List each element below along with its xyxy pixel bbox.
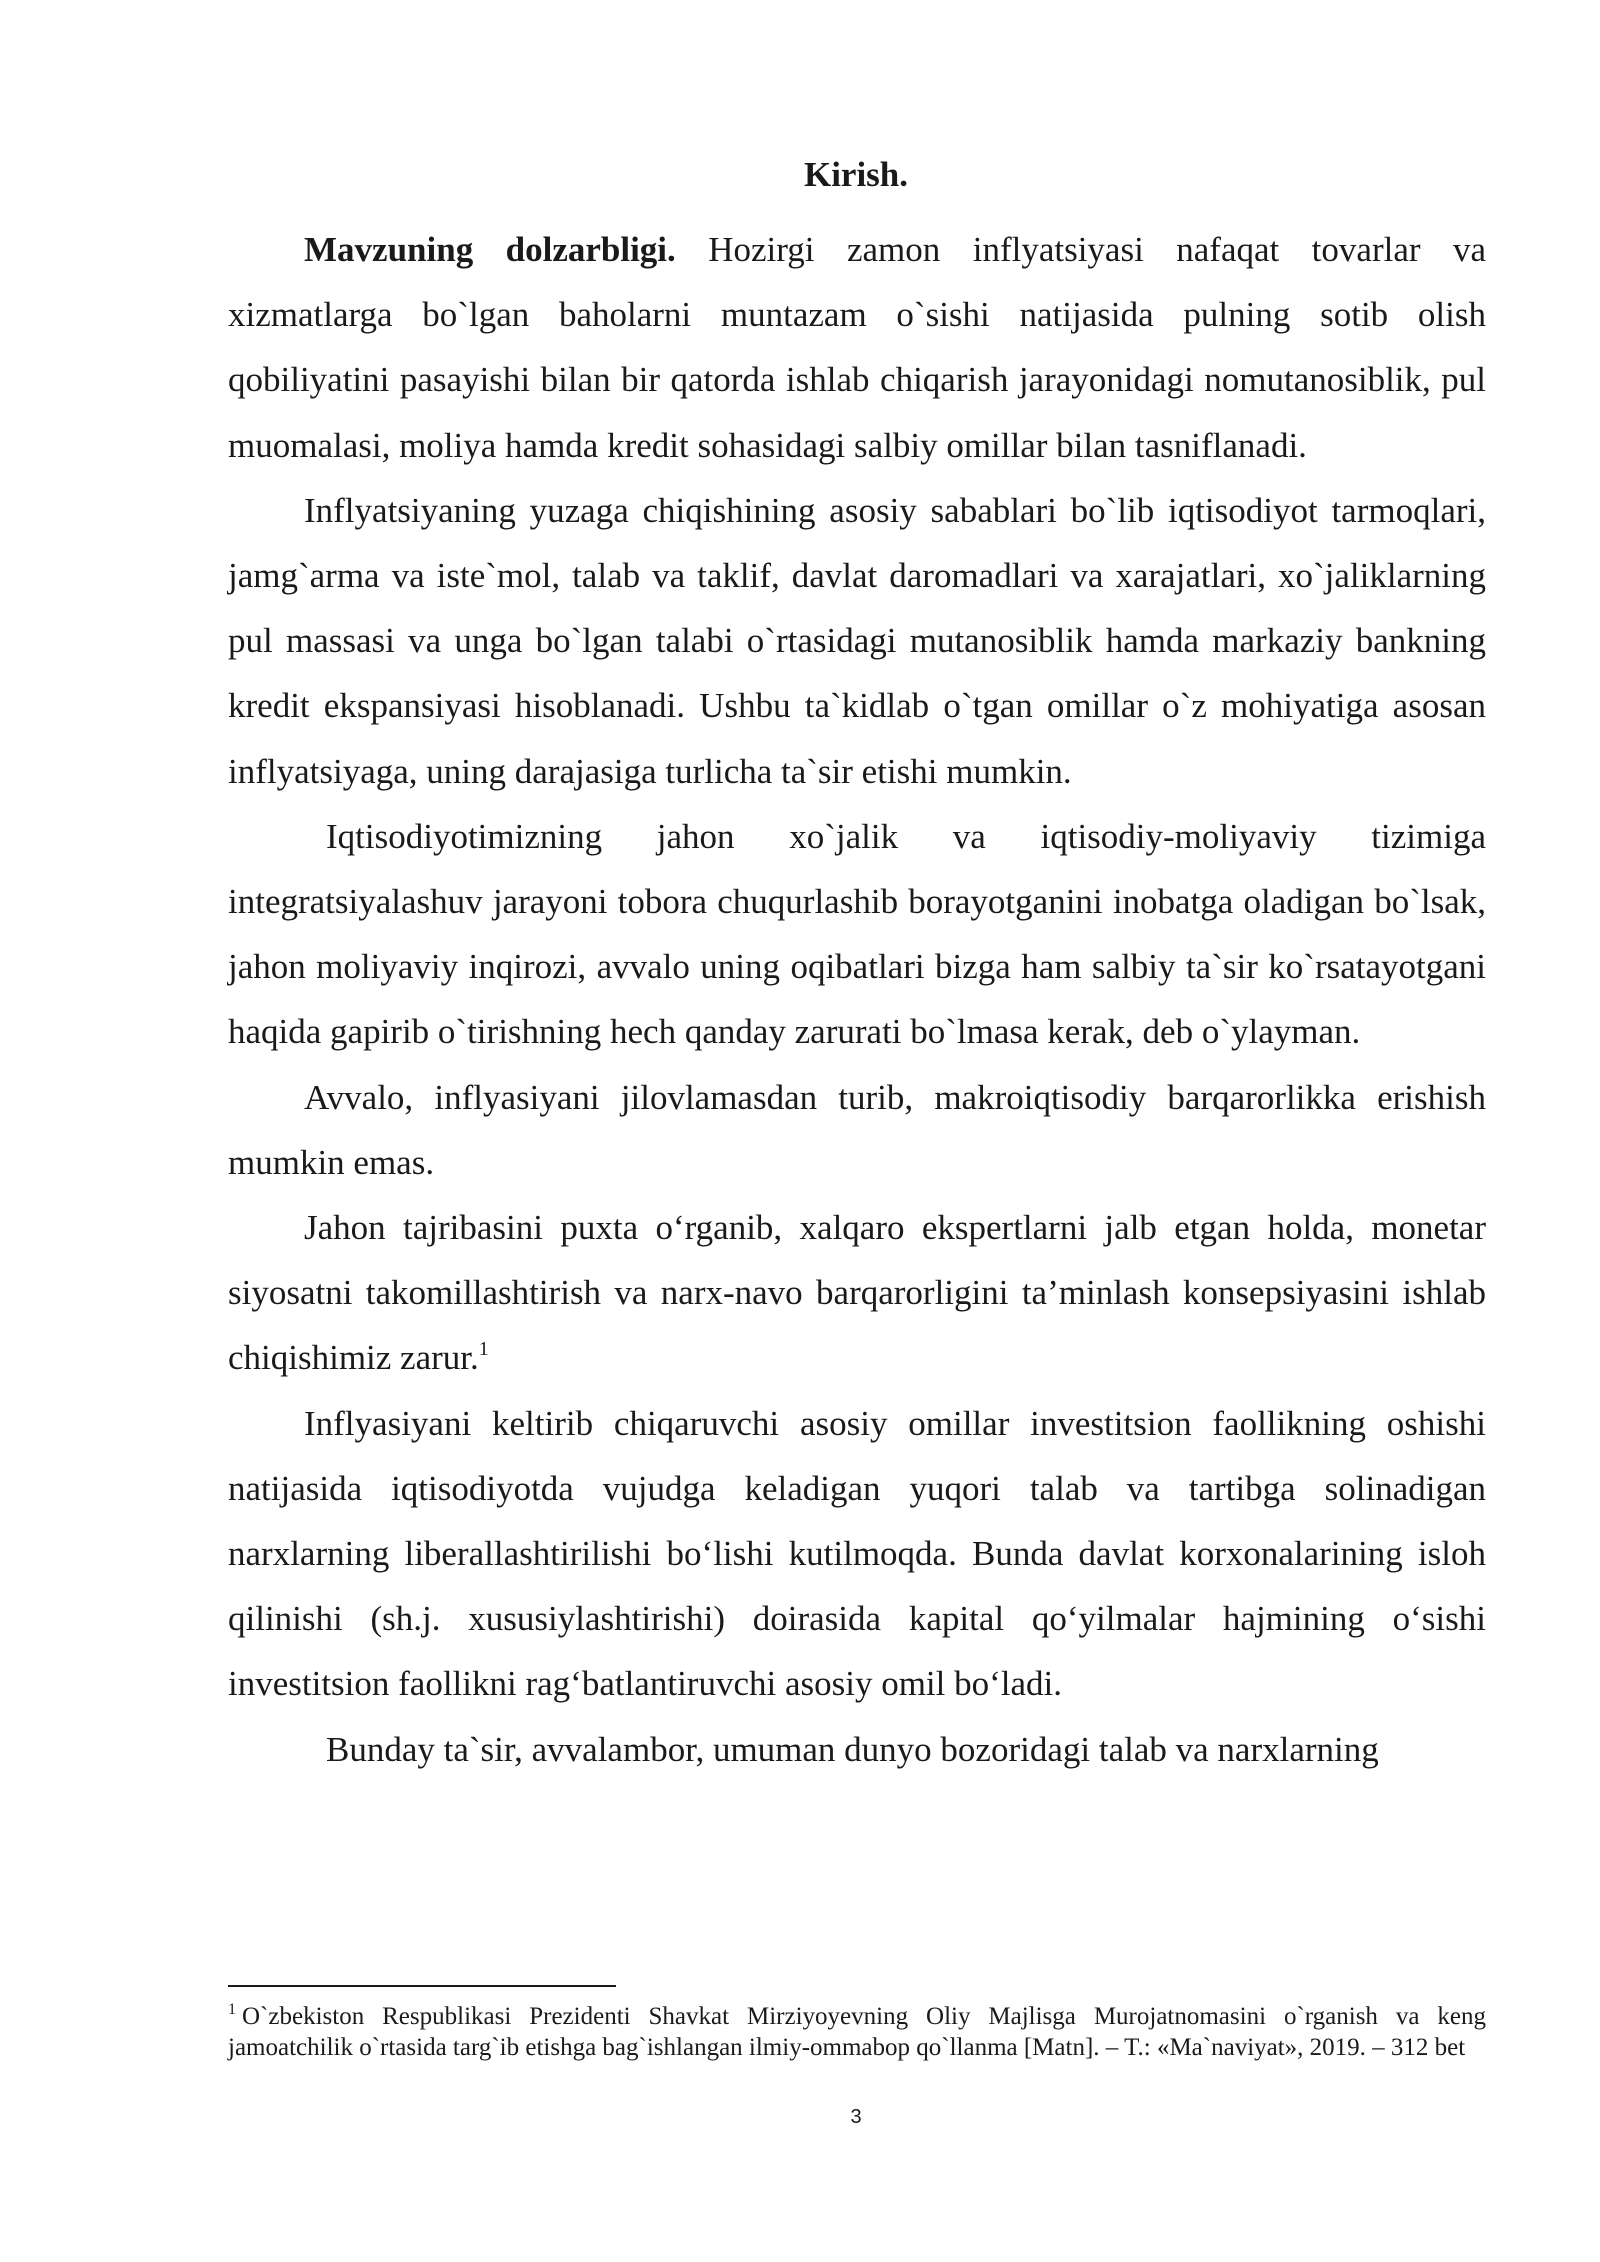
paragraph-monetary-policy (228, 1195, 1486, 1391)
footnote (228, 2001, 1486, 2063)
paragraph-stability: Avvalo, inflyasiyani jilovlamasdan turib, makroiqtisodiy barqarorlikka erishish mumkin emas. (228, 1077, 1486, 1182)
page-number: 3 (850, 2106, 862, 2128)
paragraph-factors: Inflyasiyani keltirib chiqaruvchi asosiy omillar investitsion faollikning oshishi natijasida iqtisodiyotda vujudga keladigan yuqori talab va tartibga solinadigan narxlarning liberallashtirilishi bo‘lishi kutilmoqda. Bunda davlat korxonalarining isloh qilinishi (sh.j. xususiylashtirishi) doirasida kapital qo‘yilmalar hajmining o‘sishi investitsion faollikni rag‘batlantiruvchi asosiy omil bo‘ladi. (228, 1403, 1486, 1704)
paragraph-integration: Iqtisodiyotimizning jahon xo`jalik va iqtisodiy-moliyaviy tizimiga integratsiyalashuv jarayoni tobora chuqurlashib borayotganini inobatga oladigan bo`lsak, jahon moliyaviy inqirozi, avvalo uning oqibatlari bizga ham salbiy ta`sir ko`rsatayotgani haqida gapirib o`tirishning hech qanday zarurati bo`lmasa kerak, deb o`ylayman. (228, 816, 1486, 1052)
footnote-text: O`zbekiston Respublikasi Prezidenti Shavkat Mirziyoyevning Oliy Majlisga Murojatnomasini o`rganish va keng jamoatchilik o`rtasida targ`ib etishga bag`ishlangan ilmiy-ommabop qo`llanma [Matn]. – T.: «Ma`naviyat», 2019. – 312 bet (228, 2003, 1486, 2061)
footnote-marker: 1 (228, 2001, 236, 2018)
footnote-separator (228, 1985, 616, 1987)
paragraph-text: Hozirgi zamon inflyatsiyasi nafaqat tovarlar va xizmatlarga bo`lgan baholarni muntazam o`sishi natijasida pulning sotib olish qobiliyatini pasayishi bilan bir qatorda ishlab chiqarish jarayonidagi nomutanosiblik, pul muomalasi, moliya hamda kredit sohasidagi salbiy omillar bilan tasniflanadi. (228, 230, 1486, 465)
paragraph-text: Jahon tajribasini puxta o‘rganib, xalqaro ekspertlarni jalb etgan holda, monetar siyosatni takomillashtirish va narx-navo barqarorligini ta’minlash konsepsiyasini ishlab chiqishimiz zarur. (228, 1208, 1486, 1378)
paragraph-causes: Inflyatsiyaning yuzaga chiqishining asosiy sabablari bo`lib iqtisodiyot tarmoqlari, jamg`arma va iste`mol, talab va taklif, davlat daromadlari va xarajatlari, xo`jaliklarning pul massasi va unga bo`lgan talabi o`rtasidagi mutanosiblik hamda markaziy bankning kredit ekspansiyasi hisoblanadi. Ushbu ta`kidlab o`tgan omillar o`z mohiyatiga asosan inflyatsiyaga, uning darajasiga turlicha ta`sir etishi mumkin. (228, 490, 1486, 791)
body-text (228, 217, 1486, 1782)
section-heading: Kirish. (803, 155, 909, 194)
paragraph-continuation: Bunday ta`sir, avvalambor, umuman dunyo bozoridagi talab va narxlarning (326, 1729, 1379, 1769)
footnote-reference[interactable]: 1 (478, 1338, 489, 1361)
paragraph-relevance (228, 217, 1486, 478)
paragraph-lead: Mavzuning dolzarbligi. (304, 230, 676, 269)
